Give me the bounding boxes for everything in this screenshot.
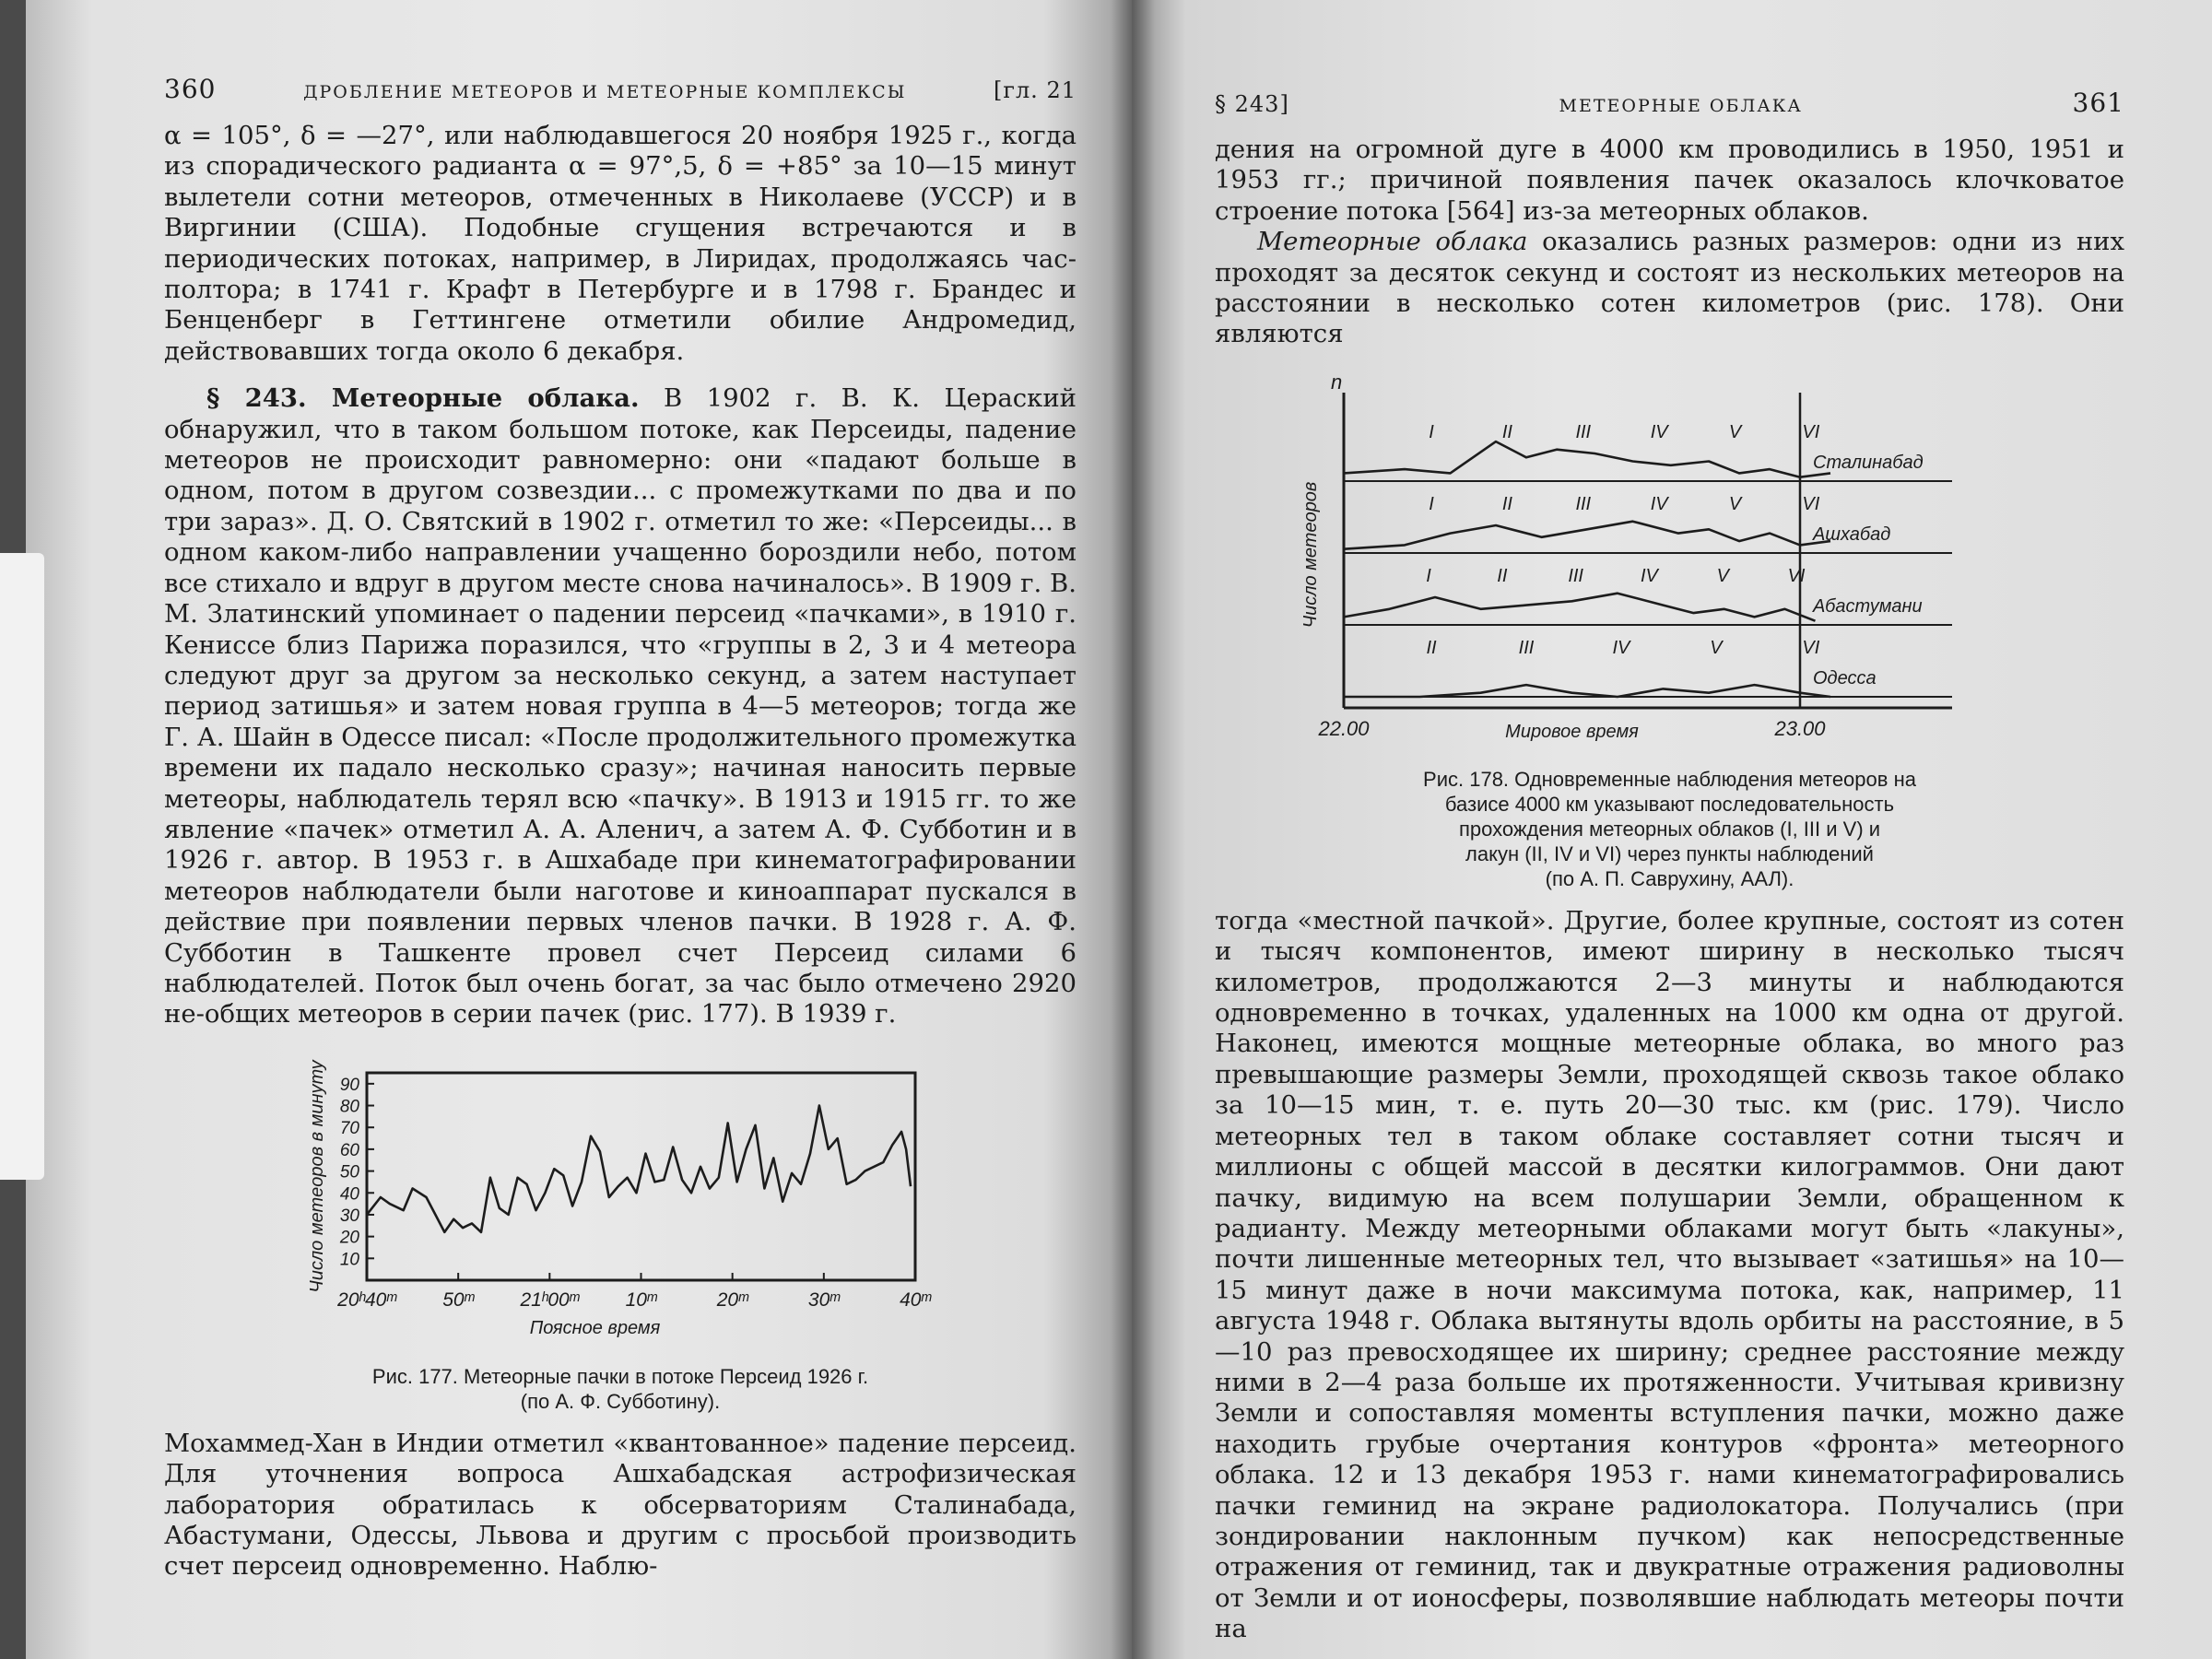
fig178-cloud-label: IV bbox=[1640, 565, 1658, 586]
fig178-cloud-label: II bbox=[1501, 493, 1512, 514]
figure-177-caption bbox=[164, 1364, 1077, 1414]
fig178-cloud-label: III bbox=[1518, 637, 1535, 658]
fig178-cloud-label: VI bbox=[1802, 421, 1820, 442]
fig177-x-tick-label: 30ᵐ bbox=[807, 1288, 840, 1311]
fig178-cloud-label: III bbox=[1575, 493, 1592, 514]
figure-178-caption-line-1: Рис. 178. Одновременные наблюдения метеоров на bbox=[1423, 767, 1916, 791]
fig178-cloud-label: III bbox=[1575, 421, 1592, 442]
right-paragraph-1: дения на огромной дуге в 4000 км проводились в 1950, 1951 и 1953 гг.; причиной появления пачек оказалось клочковатое строение потока [564] из-за метеорных облаков. bbox=[1215, 135, 2124, 226]
left-running-title: ДРОБЛЕНИЕ МЕТЕОРОВ И МЕТЕОРНЫЕ КОМПЛЕКСЫ bbox=[303, 82, 907, 102]
fig178-cloud-label: II bbox=[1426, 637, 1437, 658]
right-running-title: МЕТЕОРНЫЕ ОБЛАКА bbox=[1559, 96, 1803, 116]
figure-178-caption-line-4: лакун (II, IV и VI) через пункты наблюдений bbox=[1465, 841, 1874, 865]
right-page-number: 361 bbox=[2072, 88, 2124, 118]
fig178-cloud-label: III bbox=[1568, 565, 1583, 586]
left-page-number: 360 bbox=[164, 74, 217, 104]
left-paragraph-1: α = 105°, δ = —27°, или наблюдавшегося 20 ноября 1925 г., когда из спорадического радианта α = 97°,5, δ = +85° за 10—15 минут вылетели сотни метеоров, отмеченных в Николаеве (УССР) и в Виргинии (США). Подобные сгущения встречаются и в периодических потоках, например, в Лиридах, продолжаясь час-полтора; в 1741 г. Крафт в Петербурге и в 1798 г. Брандес и Бенценберг в Геттингене отметили обилие Андромедид, действовавших тогда около 6 декабря. bbox=[164, 121, 1077, 366]
figure-177-caption-line-2: (по А. Ф. Субботину). bbox=[520, 1389, 721, 1413]
fig177-series-line bbox=[367, 1105, 911, 1231]
book-spine bbox=[1111, 0, 1155, 1659]
fig178-cloud-label: II bbox=[1497, 565, 1508, 586]
figure-177 bbox=[164, 1045, 1077, 1353]
fig178-x-tick-label: 22.00 bbox=[1318, 716, 1370, 740]
right-page bbox=[1132, 0, 2212, 1659]
fig177-y-tick-label: 60 bbox=[339, 1140, 359, 1160]
right-paragraph-3: тогда «местной пачкой». Другие, более крупные, состоят из сотен и тысяч компонентов, имеют ширину в несколько тысяч километров, продолжаются 2—3 минуты и наблюдаются одновременно в точках, удаленных на 1000 км одна от другой. Наконец, имеются мощные метеорные облака, во много раз превышающие размеры Земли, проходящей сквозь такое облако за 10—15 мин, т. е. путь 20—30 тыс. км (рис. 179). Число метеорных тел в таком облаке составляет сотни тысяч и миллионы с общей массой в десятки килограммов. Они дают пачку, видимую на всем полушарии Земли, обращенном к радианту. Между метеорными облаками могут быть «лакуны», почти лишенные метеорных тел, что вызывает «затишья» на 10—15 минут даже в ночи максимума потока, как, например, 11 августа 1948 г. Облака вытянуты вдоль орбиты на расстояние, в 5—10 раз превосходящее их ширину; среднее расстояние между ними в 2—4 раза больше их протяженности. Учитывая кривизну Земли и сопоставляя моменты вступления пачки, можно даже находить грубые очертания контуров «фронта» метеорного облака. 12 и 13 декабря 1953 г. нами кинематографировались пачки геминид на экране радиолокатора. Получались (при зондировании наклонным пучком) как непосредственные отражения от геминид, так и двукратные отражения радиоволны от Земли и от ионосферы, позволявшие наблюдать метеоры почти на bbox=[1215, 905, 2124, 1644]
bookmark-strip bbox=[0, 553, 44, 1180]
fig178-station-label: Ашхабад bbox=[1813, 524, 1891, 545]
fig178-cloud-label: VI bbox=[1802, 493, 1820, 514]
fig177-y-tick-label: 20 bbox=[339, 1228, 359, 1248]
fig177-y-tick-label: 50 bbox=[339, 1162, 359, 1182]
fig178-x-axis-label: Мировое время bbox=[1505, 721, 1639, 742]
fig177-y-tick-label: 70 bbox=[339, 1118, 359, 1138]
section-reference: § 243] bbox=[1215, 91, 1289, 117]
fig178-cloud-label: I bbox=[1429, 421, 1434, 442]
fig178-series-line-1 bbox=[1344, 441, 1830, 477]
figure-178-caption-line-5: (по А. П. Саврухину, ААЛ). bbox=[1545, 866, 1794, 890]
fig177-x-tick-label: 50ᵐ bbox=[442, 1288, 475, 1311]
chapter-reference: [гл. 21 bbox=[994, 77, 1077, 103]
meteor-clouds-term: Метеорные облака bbox=[1257, 227, 1528, 257]
fig178-cloud-label: VI bbox=[1802, 637, 1820, 658]
fig177-y-axis-label: Число метеоров в минуту bbox=[307, 1060, 327, 1293]
fig177-x-tick-label: 10ᵐ bbox=[625, 1288, 657, 1311]
fig178-series-line-2 bbox=[1344, 522, 1830, 549]
fig178-cloud-label: V bbox=[1728, 421, 1742, 442]
figure-177-chart bbox=[164, 1045, 1077, 1349]
fig178-cloud-label: II bbox=[1501, 421, 1512, 442]
left-paragraph-2 bbox=[164, 383, 1077, 1030]
fig177-y-tick-label: 30 bbox=[339, 1206, 359, 1226]
figure-178-chart bbox=[1215, 365, 2124, 752]
fig177-x-axis-label: Поясное время bbox=[529, 1317, 661, 1338]
section-title: § 243. Метеорные облака. bbox=[206, 383, 640, 414]
left-running-head bbox=[164, 74, 1077, 104]
fig177-y-tick-label: 80 bbox=[339, 1097, 359, 1117]
fig178-y-letter: n bbox=[1331, 370, 1343, 394]
fig177-x-tick-label: 21ʰ00ᵐ bbox=[520, 1288, 580, 1311]
fig178-x-tick-label: 23.00 bbox=[1774, 716, 1826, 740]
fig178-cloud-label: V bbox=[1710, 637, 1723, 658]
figure-178 bbox=[1215, 365, 2124, 756]
left-page bbox=[26, 0, 1132, 1659]
figure-177-caption-line-1: Рис. 177. Метеорные пачки в потоке Персеид 1926 г. bbox=[371, 1364, 869, 1388]
fig178-cloud-label: V bbox=[1728, 493, 1742, 514]
fig178-series-line-4 bbox=[1344, 685, 1830, 697]
fig177-x-tick-label: 20ᵐ bbox=[716, 1288, 748, 1311]
fig177-y-tick-label: 40 bbox=[339, 1184, 359, 1205]
fig178-cloud-label: IV bbox=[1612, 637, 1630, 658]
fig178-station-label: Абастумани bbox=[1813, 595, 1923, 617]
fig177-y-tick-label: 10 bbox=[339, 1250, 359, 1270]
fig178-y-axis-label: Число метеоров bbox=[1300, 481, 1321, 629]
figure-178-caption bbox=[1215, 767, 2124, 891]
figure-178-caption-line-3: прохождения метеорных облаков (I, III и V) и bbox=[1458, 817, 1881, 841]
fig178-cloud-label: V bbox=[1716, 565, 1729, 586]
section-body: В 1902 г. В. К. Цераский обнаружил, что в таком большом потоке, как Персеиды, падение метеоров не происходит равномерно: они «падают больше в одном, потом в другом созвездии... с промежутками по два и по три зараз». Д. О. Святский в 1902 г. отметил то же: «Персеиды... в одном каком-либо направлении учащенно бороздили небо, потом все стихало и вдруг в другом месте снова начиналось». В 1909 г. В. М. Златинский упоминает о падении персеид «пачками», в 1910 г. Кениссе близ Парижа поразился, что «группы в 2, 3 и 4 метеора следуют друг за другом за несколько секунд, а затем наступает период затишья» и затем новая группа в 4—5 метеоров; тогда же Г. А. Шайн в Одессе писал: «После продолжительного промежутка времени их падало несколько сразу»; начиная наносить первые метеоры, наблюдатель терял всю «пачку». В 1913 и 1915 гг. то же явление «пачек» отметил А. А. Аленич, а затем А. Ф. Субботин и в 1926 г. автор. В 1953 г. в Ашхабаде при кинематографировании метеоров наблюдатели были наготове и киноаппарат пускался в действие при появлении первых членов пачки. В 1928 г. А. Ф. Субботин в Ташкенте провел счет Персеид силами 6 наблюдателей. Поток был очень богат, за час было отмечено 2920 не-общих метеоров в серии пачек (рис. 177). В 1939 г. bbox=[164, 383, 1077, 1030]
fig178-station-label: Одесса bbox=[1813, 667, 1877, 688]
fig177-x-tick-label: 20ʰ40ᵐ bbox=[337, 1288, 396, 1311]
fig177-x-tick-label: 40ᵐ bbox=[900, 1288, 931, 1311]
fig178-cloud-label: I bbox=[1429, 493, 1434, 514]
fig178-cloud-label: IV bbox=[1650, 421, 1668, 442]
fig178-series-line-3 bbox=[1344, 594, 1816, 621]
fig178-cloud-label: IV bbox=[1650, 493, 1668, 514]
right-paragraph-2 bbox=[1215, 227, 2124, 350]
fig178-cloud-label: VI bbox=[1787, 565, 1806, 586]
right-running-head bbox=[1215, 88, 2124, 118]
fig178-station-label: Сталинабад bbox=[1813, 452, 1924, 473]
figure-178-caption-line-2: базисе 4000 км указывают последовательность bbox=[1444, 792, 1895, 816]
right-paragraph-2-body: оказались разных размеров: одни из них проходят за десяток секунд и состоят из нескольких метеоров на расстоянии в несколько сотен километров (рис. 178). Они являются bbox=[1215, 227, 2124, 349]
left-paragraph-3: Мохаммед-Хан в Индии отметил «квантованное» падение персеид. Для уточнения вопроса Ашхабадская астрофизическая лаборатория обратилась к обсерваториям Сталинабада, Абастумани, Одессы, Львова и другим с просьбой производить счет персеид одновременно. Наблю- bbox=[164, 1428, 1077, 1582]
fig178-cloud-label: I bbox=[1426, 565, 1431, 586]
fig177-y-tick-label: 90 bbox=[339, 1075, 359, 1095]
